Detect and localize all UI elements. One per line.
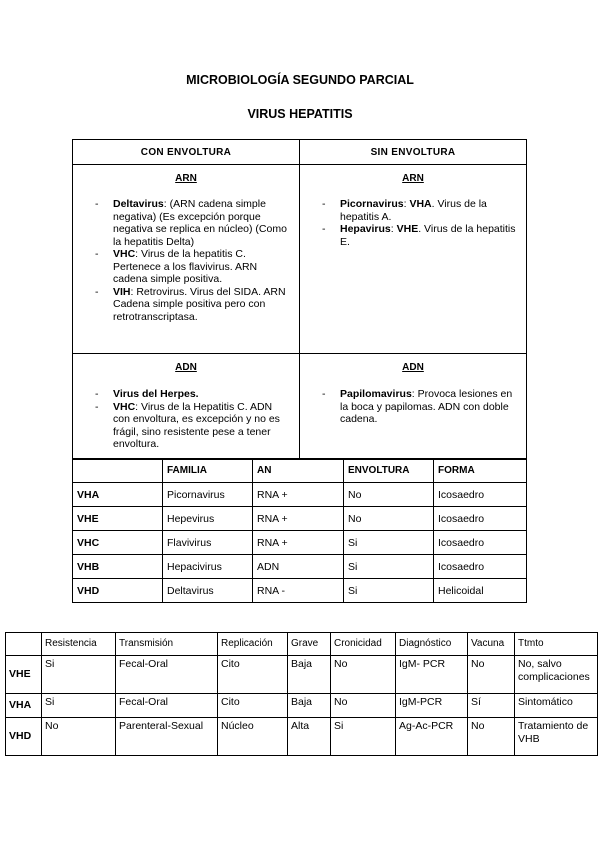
list-item: - VIH: Retrovirus. Virus del SIDA. ARN Cadena simple positiva pero con retrotranscriptasa. <box>113 286 291 324</box>
table-cell: Sí <box>468 694 515 718</box>
section-heading-arn: ARN <box>402 173 424 184</box>
list-item: - Papilomavirus: Provoca lesiones en la boca y papilomas. ADN con doble cadena. <box>340 388 518 426</box>
table-cell: RNA + <box>253 483 344 507</box>
list-item: - Picornavirus: VHA. Virus de la hepatitis A. <box>340 198 518 223</box>
list-with-envelope-arn <box>73 198 299 331</box>
table-row <box>73 483 527 507</box>
cell-with-envelope-arn <box>73 165 300 354</box>
table-cell: Helicoidal <box>434 579 527 603</box>
table-row <box>6 656 598 694</box>
header-cell: Cronicidad <box>331 633 396 656</box>
table-cell: IgM- PCR <box>396 656 468 694</box>
header-cell: FORMA <box>434 459 527 483</box>
list-without-envelope-adn <box>300 388 526 434</box>
table-cell: Icosaedro <box>434 483 527 507</box>
table-cell: Tratamiento de VHB <box>515 718 598 756</box>
section-heading-adn: ADN <box>402 362 424 373</box>
list-item: - Virus del Herpes. <box>113 388 291 401</box>
table-cell: Si <box>344 579 434 603</box>
table-cell: Ag-Ac-PCR <box>396 718 468 756</box>
table-cell: Baja <box>288 656 331 694</box>
header-cell: Grave <box>288 633 331 656</box>
row-header: VHA <box>6 694 42 718</box>
table-cell: No <box>468 718 515 756</box>
col-header-with-envelope: CON ENVOLTURA <box>73 140 300 165</box>
section-heading-arn: ARN <box>175 173 197 184</box>
table-cell: Cito <box>218 694 288 718</box>
header-cell: AN <box>253 459 344 483</box>
clinical-table <box>5 632 598 756</box>
table-cell: RNA + <box>253 531 344 555</box>
table-header-row <box>73 459 527 483</box>
list-item: - Deltavirus: (ARN cadena simple negativa) (Es excepción porque negativa se replica en núcleo) (Como la hepatitis Delta) <box>113 198 291 248</box>
row-header: VHD <box>73 579 163 603</box>
header-cell: Diagnóstico <box>396 633 468 656</box>
table-cell: Cito <box>218 656 288 694</box>
section-heading-adn: ADN <box>175 362 197 373</box>
table-cell: Si <box>42 694 116 718</box>
table-cell: No <box>331 656 396 694</box>
header-cell: FAMILIA <box>163 459 253 483</box>
envelope-table <box>72 139 527 460</box>
list-with-envelope-adn <box>73 388 299 459</box>
table-cell: Núcleo <box>218 718 288 756</box>
table-cell: No <box>331 694 396 718</box>
table-cell: Baja <box>288 694 331 718</box>
list-item: - Hepavirus: VHE. Virus de la hepatitis E. <box>340 223 518 248</box>
header-cell: Ttmto <box>515 633 598 656</box>
table-cell: Deltavirus <box>163 579 253 603</box>
cell-without-envelope-adn <box>300 354 527 460</box>
table-cell: Icosaedro <box>434 507 527 531</box>
table-cell: Fecal-Oral <box>116 656 218 694</box>
table-cell: ADN <box>253 555 344 579</box>
row-header: VHE <box>73 507 163 531</box>
table-row <box>6 718 598 756</box>
table-row <box>73 579 527 603</box>
list-item: - VHC: Virus de la hepatitis C. Pertenece a los flavivirus. ARN cadena simple positiva. <box>113 248 291 286</box>
table-cell: Alta <box>288 718 331 756</box>
list-item: - VHC: Virus de la Hepatitis C. ADN con envoltura, es excepción y no es frágil, sino resistente pese a tener envoltura. <box>113 401 291 451</box>
table-cell: Hepevirus <box>163 507 253 531</box>
cell-with-envelope-adn <box>73 354 300 460</box>
table-header-row <box>6 633 598 656</box>
row-header: VHC <box>73 531 163 555</box>
table-cell: IgM-PCR <box>396 694 468 718</box>
table-cell: No, salvo complicaciones <box>515 656 598 694</box>
header-cell: Resistencia <box>42 633 116 656</box>
header-cell <box>73 459 163 483</box>
row-header: VHE <box>6 656 42 694</box>
table-cell: Flavivirus <box>163 531 253 555</box>
table-cell: Parenteral-Sexual <box>116 718 218 756</box>
page-subtitle: VIRUS HEPATITIS <box>247 107 353 121</box>
table-cell: No <box>468 656 515 694</box>
table-cell: Hepacivirus <box>163 555 253 579</box>
table-cell: Sintomático <box>515 694 598 718</box>
col-header-without-envelope: SIN ENVOLTURA <box>300 140 527 165</box>
row-header: VHD <box>6 718 42 756</box>
header-cell: Replicación <box>218 633 288 656</box>
table-cell: Icosaedro <box>434 531 527 555</box>
table-cell: No <box>344 483 434 507</box>
table-cell: RNA - <box>253 579 344 603</box>
header-cell: Transmisión <box>116 633 218 656</box>
virus-summary-table <box>72 458 527 603</box>
row-header: VHB <box>73 555 163 579</box>
table-row <box>73 507 527 531</box>
table-cell: Si <box>331 718 396 756</box>
header-cell: Vacuna <box>468 633 515 656</box>
table-row <box>73 531 527 555</box>
table-cell: No <box>42 718 116 756</box>
table-cell: No <box>344 507 434 531</box>
table-cell: Icosaedro <box>434 555 527 579</box>
table-cell: Fecal-Oral <box>116 694 218 718</box>
cell-without-envelope-arn <box>300 165 527 354</box>
table-cell: Picornavirus <box>163 483 253 507</box>
table-cell: Si <box>344 555 434 579</box>
table-cell: Si <box>344 531 434 555</box>
table-row <box>73 555 527 579</box>
list-without-envelope-arn <box>300 198 526 256</box>
table-cell: RNA + <box>253 507 344 531</box>
header-cell: ENVOLTURA <box>344 459 434 483</box>
row-header: VHA <box>73 483 163 507</box>
header-cell <box>6 633 42 656</box>
table-row <box>6 694 598 718</box>
table-cell: Si <box>42 656 116 694</box>
page-title: MICROBIOLOGÍA SEGUNDO PARCIAL <box>186 73 414 87</box>
